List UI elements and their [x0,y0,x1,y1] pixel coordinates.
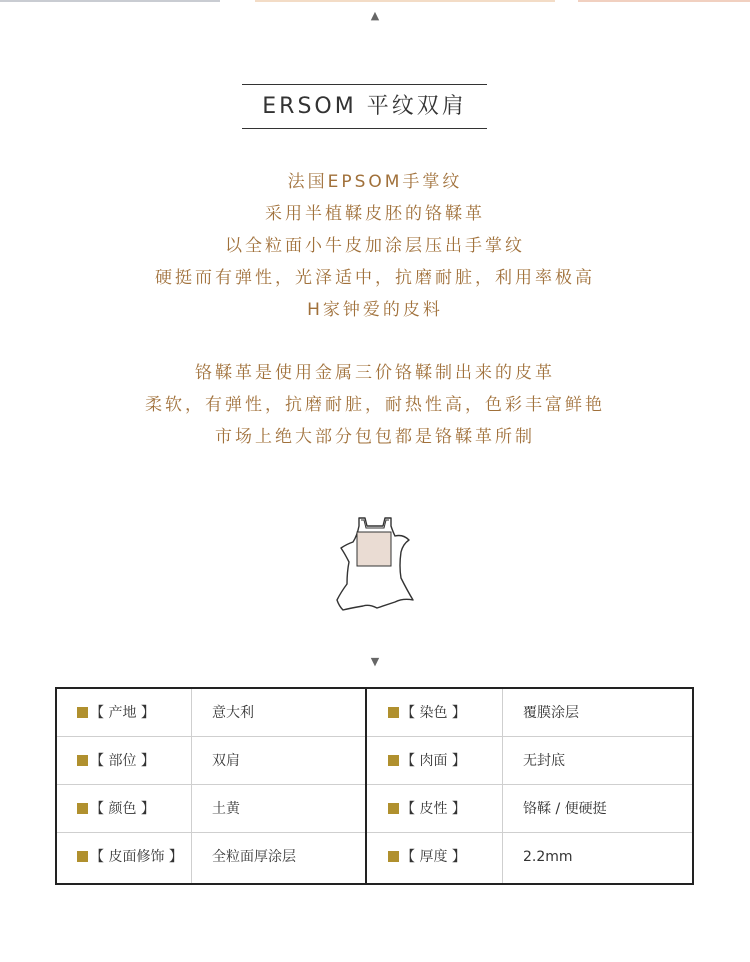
square-marker-icon [77,755,88,766]
table-row [367,689,692,737]
spec-label: 【 肉面 】 [388,737,466,785]
description-line: 采用半植鞣皮胚的铬鞣革 [265,204,485,224]
spec-label: 【 皮面修饰 】 [77,833,183,881]
spec-value: 2.2mm [523,849,573,865]
description-line: 市场上绝大部分包包都是铬鞣革所制 [215,427,535,447]
description-line: 铬鞣革是使用金属三价铬鞣制出来的皮革 [195,363,555,383]
top-color-strip [0,0,750,3]
leather-hide-diagram-icon [333,512,415,612]
spec-label: 【 产地 】 [77,689,155,737]
table-row [57,785,365,833]
spec-label: 【 颜色 】 [77,785,155,833]
spec-value: 双肩 [212,753,240,769]
table-row [367,737,692,785]
description-line: 法国EPSOM手掌纹 [287,172,463,192]
spec-value: 意大利 [212,705,254,721]
description-block-2 [0,357,750,453]
spec-table-left [57,689,365,883]
spec-value: 全粒面厚涂层 [212,849,296,865]
square-marker-icon [388,803,399,814]
spec-value: 土黄 [212,801,240,817]
heading-frame [242,84,487,129]
spec-label: 【 皮性 】 [388,785,466,833]
spec-label: 【 厚度 】 [388,833,466,881]
table-row [367,785,692,833]
square-marker-icon [77,707,88,718]
page-title: ERSOM 平纹双肩 [262,94,467,119]
shoulder-area-highlight [357,532,391,566]
spec-table-right [367,689,692,883]
spec-table [55,687,694,885]
up-arrow-icon: ▲ [370,9,380,22]
square-marker-icon [388,707,399,718]
spec-value: 覆膜涂层 [523,705,579,721]
spec-label: 【 部位 】 [77,737,155,785]
square-marker-icon [77,803,88,814]
description-line: 柔软，有弹性，抗磨耐脏，耐热性高，色彩丰富鲜艳 [145,395,605,415]
table-row [57,689,365,737]
down-arrow-icon: ▼ [370,655,380,668]
square-marker-icon [388,851,399,862]
description-line: 以全粒面小牛皮加涂层压出手掌纹 [225,236,525,256]
description-line: 硬挺而有弹性，光泽适中，抗磨耐脏，利用率极高 [155,268,595,288]
table-row [367,833,692,883]
description-block-1 [0,166,750,326]
square-marker-icon [388,755,399,766]
spec-value: 铬鞣 / 便硬挺 [523,801,607,817]
table-row [57,833,365,883]
spec-label: 【 染色 】 [388,689,466,737]
spec-value: 无封底 [523,753,565,769]
description-line: H家钟爱的皮料 [307,300,443,320]
square-marker-icon [77,851,88,862]
table-row [57,737,365,785]
